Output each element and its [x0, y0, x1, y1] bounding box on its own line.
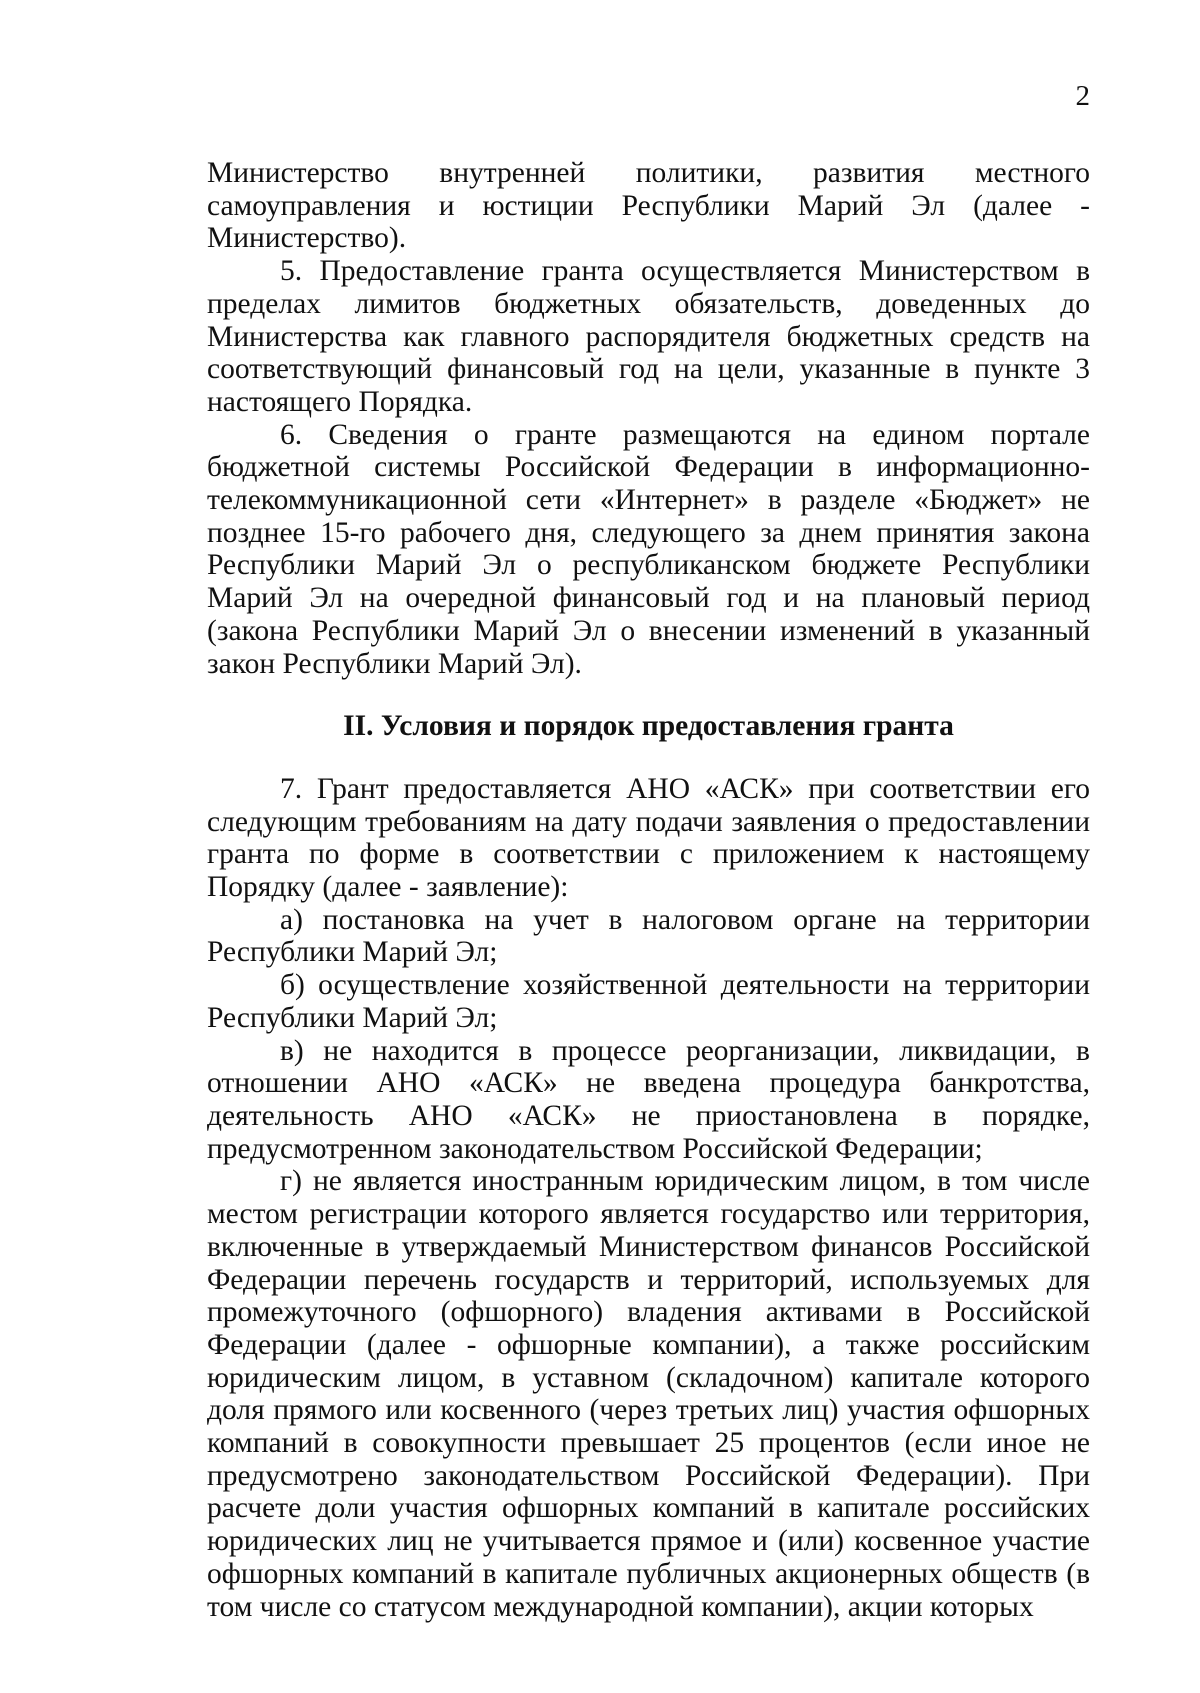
subitem-v: в) не находится в процессе реорганизации, ликвидации, в отношении АНО «АСК» не введена процедура банкротства, деятельность АНО «АСК» не приостановлена в порядке, предусмотренном законодательством Российской Федерации; — [207, 1034, 1090, 1165]
page-number: 2 — [1075, 80, 1090, 112]
subitem-b: б) осуществление хозяйственной деятельности на территории Республики Марий Эл; — [207, 969, 1090, 1034]
paragraph-item-5: 5. Предоставление гранта осуществляется Министерством в пределах лимитов бюджетных обязательств, доведенных до Министерства как главного распорядителя бюджетных средств на соответствующий финансовый год на цели, указанные в пункте 3 настоящего Порядка. — [207, 255, 1090, 418]
subitem-g: г) не является иностранным юридическим лицом, в том числе местом регистрации которого является государство или территория, включенные в утверждаемый Министерством финансов Российской Федерации перечень государств и территорий, используемых для промежуточного (офшорного) владения активами в Российской Федерации (далее - офшорные компании), а также российским юридическим лицом, в уставном (складочном) капитале которого доля прямого или косвенного (через третьих лиц) участия офшорных компаний в совокупности превышает 25 процентов (если иное не предусмотрено законодательством Российской Федерации). При расчете доли участия офшорных компаний в капитале российских юридических лиц не учитывается прямое и (или) косвенное участие офшорных компаний в капитале публичных акционерных обществ (в том числе со статусом международной компании), акции которых — [207, 1165, 1090, 1623]
subitem-a: а) постановка на учет в налоговом органе на территории Республики Марий Эл; — [207, 903, 1090, 969]
paragraph-item-6: 6. Сведения о гранте размещаются на едином портале бюджетной системы Российской Федерации в информационно-телекоммуникационной сети «Интернет» в разделе «Бюджет» не позднее 15-го рабочего дня, следующего за днем принятия закона Республики Марий Эл о республиканском бюджете Республики Марий Эл на очередной финансовый год и на плановый период (закона Республики Марий Эл о внесении изменений в указанный закон Республики Марий Эл). — [207, 418, 1090, 680]
section-heading: II. Условия и порядок предоставления гранта — [343, 710, 954, 743]
document-body — [207, 157, 1090, 1623]
paragraph-continuation: Министерство внутренней политики, развития местного самоуправления и юстиции Республики Марий Эл (далее - Министерство). — [207, 157, 1090, 255]
paragraph-item-7: 7. Грант предоставляется АНО «АСК» при соответствии его следующим требованиям на дату подачи заявления о предоставлении гранта по форме в соответствии с приложением к настоящему Порядку (далее - заявление): — [207, 772, 1090, 904]
